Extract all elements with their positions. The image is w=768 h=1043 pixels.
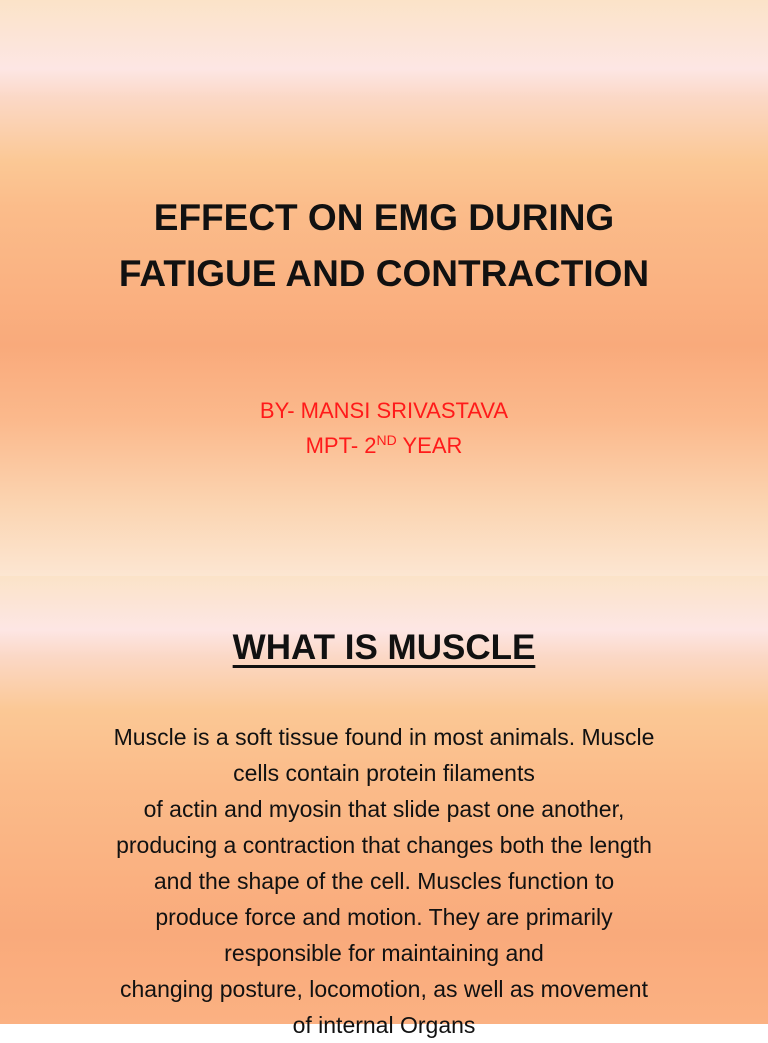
paragraph-line: responsible for maintaining and [224, 940, 544, 966]
paragraph-line: changing posture, locomotion, as well as movement [119, 976, 648, 1002]
paragraph-line: cells contain protein filaments [233, 760, 535, 786]
paragraph-line: producing a contraction that changes both the length [116, 832, 652, 858]
course-year [0, 428, 768, 463]
paragraph-line: of internal Organs [292, 1012, 476, 1038]
paragraph-line: of actin and myosin that slide past one another, [143, 796, 625, 822]
paragraph-line: and the shape of the cell. Muscles function to [153, 868, 615, 894]
paragraph-line: Muscle is a soft tissue found in most animals. Muscle [113, 724, 655, 750]
course-year-superscript: ND [376, 432, 397, 448]
slide-paragraph [0, 719, 768, 1043]
slide-title-line: EFFECT ON EMG DURING [153, 197, 615, 238]
content-slide [0, 576, 768, 1038]
paragraph-line: produce force and motion. They are primarily [155, 904, 613, 930]
slide-title [0, 190, 768, 302]
author-name: BY- MANSI SRIVASTAVA [259, 398, 509, 423]
course-year-suffix: YEAR [396, 433, 463, 458]
slide-heading-text: WHAT IS MUSCLE [232, 628, 536, 667]
slide-title-line: FATIGUE AND CONTRACTION [118, 253, 650, 294]
author-byline [0, 393, 768, 463]
course-year-prefix: MPT- 2 [305, 433, 377, 458]
slide-heading [0, 624, 768, 672]
